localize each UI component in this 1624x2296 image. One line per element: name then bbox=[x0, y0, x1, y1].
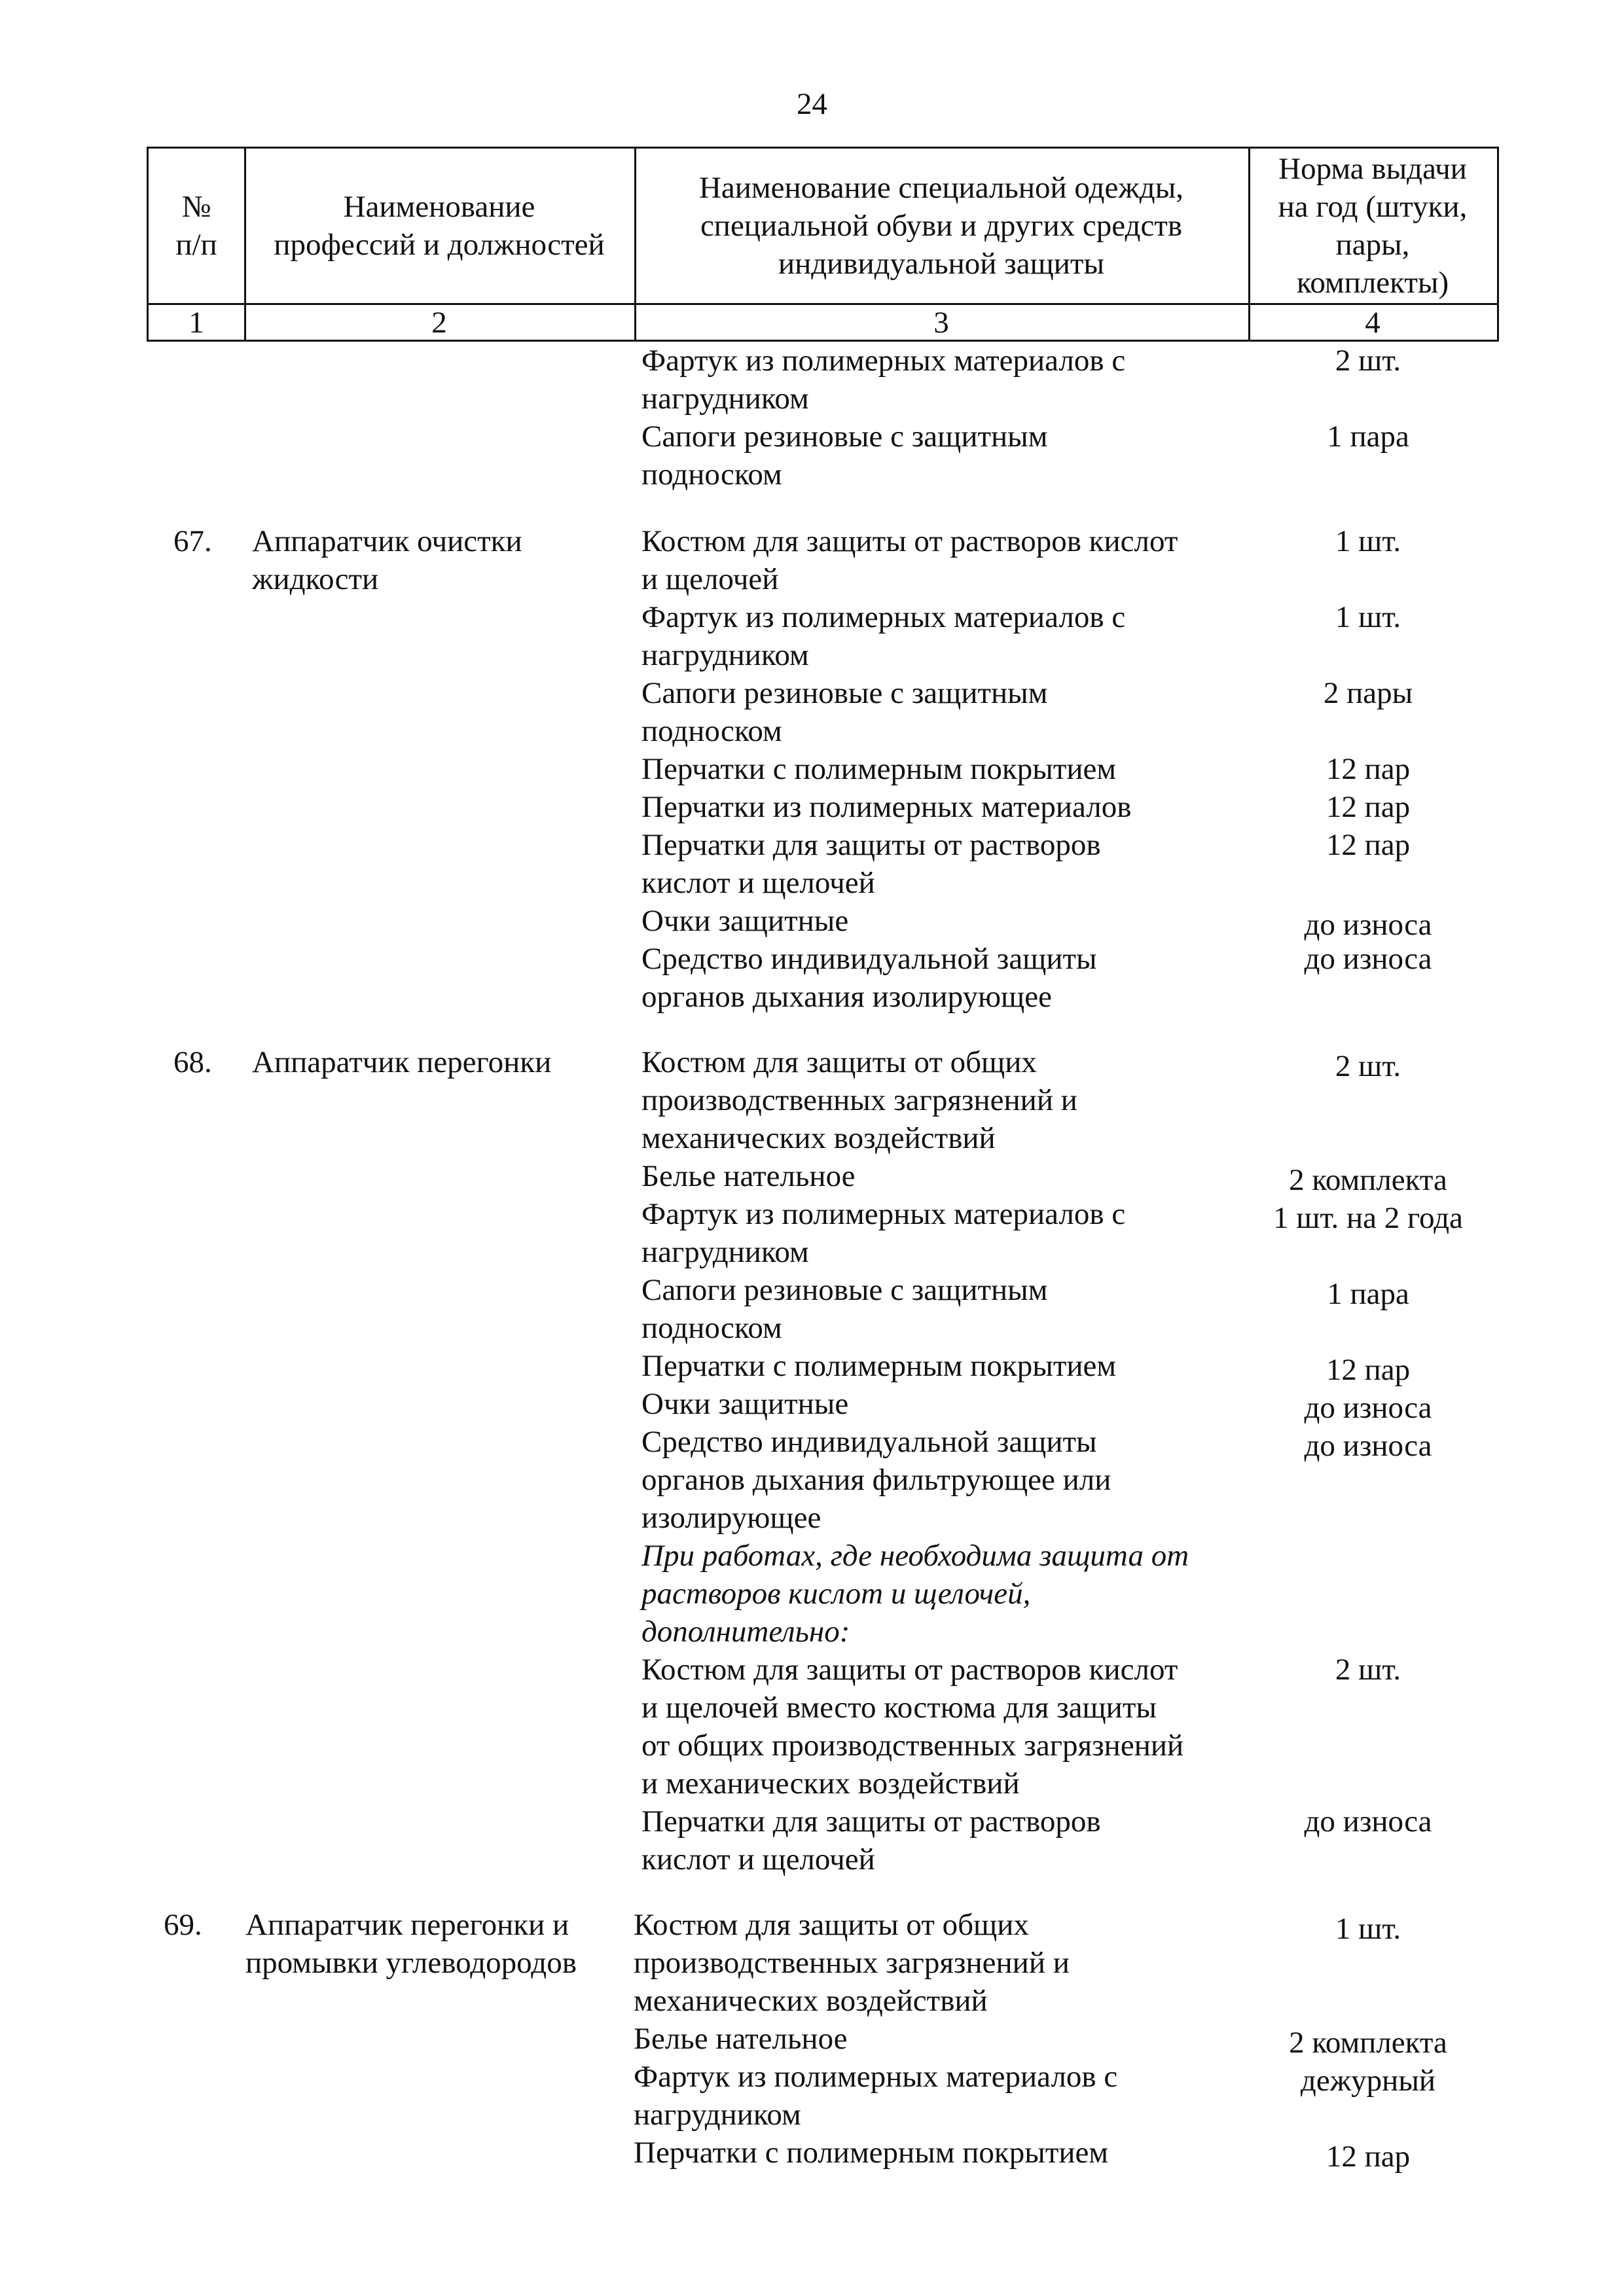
ppe-norm: 2 комплекта bbox=[1289, 2026, 1447, 2060]
ppe-norm: 1 шт. на 2 года bbox=[1273, 1201, 1463, 1235]
ppe-note: При работах, где необходима защита от растворов кислот и щелочей, дополнительно: bbox=[641, 1539, 1189, 1649]
ppe-item: Белье нательное bbox=[641, 1159, 856, 1193]
header-num-2: 2 bbox=[431, 306, 447, 340]
profession-number: 68. bbox=[173, 1045, 212, 1079]
ppe-norm: до износа bbox=[1304, 908, 1432, 942]
header-num-3: 3 bbox=[933, 306, 949, 340]
profession-name: Аппаратчик перегонки и промывки углеводородов bbox=[245, 1908, 577, 1980]
header-num-1: 1 bbox=[189, 306, 204, 340]
ppe-item: Перчатки из полимерных материалов bbox=[641, 790, 1132, 824]
ppe-item: Перчатки для защиты от растворов кислот и щелочей bbox=[641, 828, 1101, 900]
ppe-norm: 2 комплекта bbox=[1289, 1163, 1447, 1197]
ppe-norm: до износа bbox=[1304, 942, 1432, 976]
ppe-norm: 2 шт. bbox=[1335, 344, 1401, 378]
ppe-item: Очки защитные bbox=[641, 1387, 849, 1421]
ppe-norm: 1 шт. bbox=[1335, 1912, 1401, 1946]
ppe-item: Белье нательное bbox=[634, 2022, 848, 2056]
table-header bbox=[147, 147, 1499, 342]
ppe-norm: 2 шт. bbox=[1335, 1653, 1401, 1687]
ppe-item: Сапоги резиновые с защитным подноском bbox=[641, 1273, 1048, 1345]
header-num-4: 4 bbox=[1365, 306, 1380, 340]
ppe-norm: 2 шт. bbox=[1335, 1049, 1401, 1083]
ppe-item: Костюм для защиты от растворов кислот и щелочей bbox=[641, 524, 1178, 596]
header-col-ppe-name: Наименование специальной одежды, специальной обуви и других средств индивидуальной защиты bbox=[698, 171, 1184, 281]
ppe-item: Костюм для защиты от общих производственных загрязнений и механических воздействий bbox=[634, 1908, 1070, 2018]
ppe-norm: 1 шт. bbox=[1335, 600, 1401, 634]
ppe-item: Фартук из полимерных материалов с нагрудником bbox=[634, 2060, 1118, 2132]
page-number: 24 bbox=[797, 87, 827, 121]
profession-name: Аппаратчик перегонки bbox=[252, 1045, 552, 1079]
ppe-item: Сапоги резиновые с защитным подноском bbox=[641, 420, 1048, 492]
ppe-norm: 12 пар bbox=[1326, 790, 1411, 824]
ppe-norm: 12 пар bbox=[1326, 752, 1411, 786]
ppe-norm: 1 пара bbox=[1327, 420, 1409, 454]
ppe-norm: до износа bbox=[1304, 1804, 1432, 1839]
header-col-profession: Наименование профессий и должностей bbox=[274, 190, 605, 262]
ppe-norm: до износа bbox=[1304, 1429, 1432, 1463]
ppe-item: Перчатки с полимерным покрытием bbox=[634, 2136, 1109, 2170]
ppe-item: Сапоги резиновые с защитным подноском bbox=[641, 676, 1048, 748]
ppe-item: Средство индивидуальной защиты органов дыхания фильтрующее или изолирующее bbox=[641, 1425, 1111, 1535]
header-col-norm: Норма выдачи на год (штуки, пары, комплекты) bbox=[1278, 152, 1468, 300]
ppe-item: Фартук из полимерных материалов с нагрудником bbox=[641, 344, 1126, 416]
ppe-item: Перчатки с полимерным покрытием bbox=[641, 752, 1117, 786]
profession-name: Аппаратчик очистки жидкости bbox=[252, 524, 522, 596]
ppe-item: Костюм для защиты от общих производственных загрязнений и механических воздействий bbox=[641, 1045, 1077, 1155]
header-col-number: № п/п bbox=[175, 190, 217, 262]
profession-number: 69. bbox=[164, 1908, 202, 1942]
ppe-item: Фартук из полимерных материалов с нагрудником bbox=[641, 600, 1126, 672]
ppe-norm: 12 пар bbox=[1326, 1353, 1411, 1387]
ppe-item: Перчатки с полимерным покрытием bbox=[641, 1349, 1117, 1383]
ppe-norm: 12 пар bbox=[1326, 2140, 1411, 2174]
ppe-norm: дежурный bbox=[1300, 2064, 1436, 2098]
ppe-item: Костюм для защиты от растворов кислот и щелочей вместо костюма для защиты от общих производственных загрязнений и механических воздействий bbox=[641, 1653, 1184, 1801]
ppe-norm: 1 шт. bbox=[1335, 524, 1401, 558]
ppe-item: Очки защитные bbox=[641, 904, 849, 938]
ppe-item: Перчатки для защиты от растворов кислот и щелочей bbox=[641, 1804, 1101, 1876]
ppe-norm: 1 пара bbox=[1327, 1277, 1409, 1311]
ppe-norm: 2 пары bbox=[1323, 676, 1413, 710]
ppe-item: Фартук из полимерных материалов с нагрудником bbox=[641, 1197, 1126, 1269]
ppe-norm: 12 пар bbox=[1326, 828, 1411, 862]
ppe-item: Средство индивидуальной защиты органов дыхания изолирующее bbox=[641, 942, 1097, 1014]
profession-number: 67. bbox=[173, 524, 212, 558]
ppe-norm: до износа bbox=[1304, 1391, 1432, 1425]
